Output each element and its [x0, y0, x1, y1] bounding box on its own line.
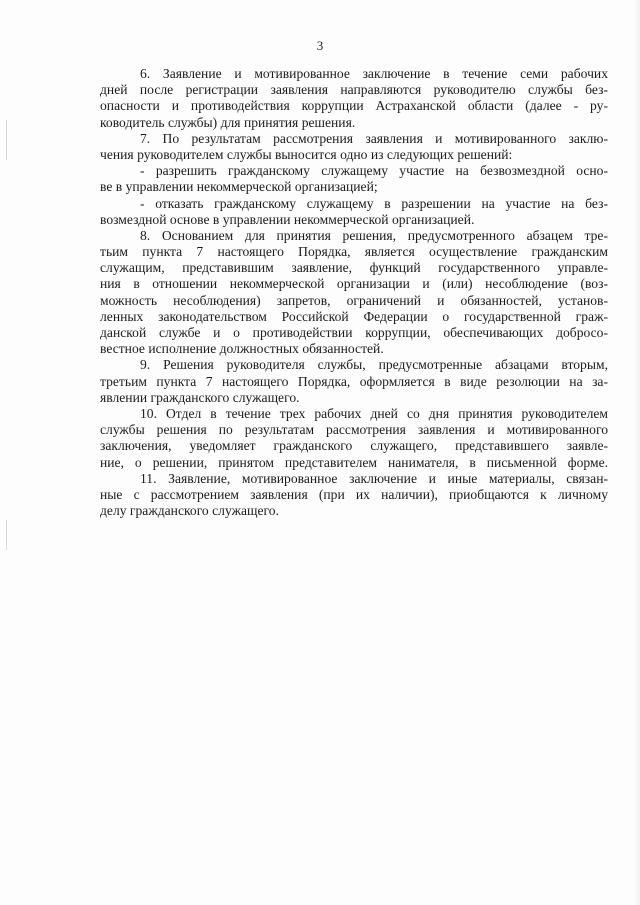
text-line: вестное исполнение должностных обязанностей. — [100, 341, 384, 357]
scan-artifact — [6, 520, 7, 550]
text-line: 10. Отдел в течение трех рабочих дней со дня принятия руководителем — [140, 405, 608, 421]
text-line: возмездной основе в управлении некоммерческой организацией. — [100, 211, 475, 227]
scan-edge — [634, 0, 640, 905]
page-number: 3 — [316, 38, 324, 53]
text-line: ководитель службы) для принятия решения. — [100, 114, 356, 130]
text-line: - разрешить гражданскому служащему участие на безвозмездной осно- — [140, 163, 608, 179]
text-line: тьим пункта 7 настоящего Порядка, является осуществление гражданским — [100, 244, 608, 260]
document-body — [100, 66, 608, 519]
text-line: чения руководителем службы выносится одно из следующих решений: — [100, 146, 513, 162]
text-line: явлении гражданского служащего. — [100, 389, 300, 405]
text-line: служащим, представившим заявление, функций государственного управле- — [100, 260, 608, 276]
scan-artifact — [6, 120, 7, 160]
text-line: опасности и противодействия коррупции Астраханской области (далее - ру- — [100, 98, 608, 114]
text-line: 8. Основанием для принятия решения, предусмотренного абзацем тре- — [140, 227, 608, 243]
text-line: ние, о решении, принятом представителем нанимателя, в письменной форме. — [100, 454, 608, 470]
text-line: 11. Заявление, мотивированное заключение и иные материалы, связан- — [140, 470, 608, 486]
text-line: ленных законодательством Российской Федерации о государственной граж- — [100, 308, 608, 324]
text-line: - отказать гражданскому служащему в разрешении на участие на без- — [140, 195, 608, 211]
text-line: 7. По результатам рассмотрения заявления и мотивированного заклю- — [140, 130, 608, 146]
text-line: службы решения по результатам рассмотрения заявления и мотивированного — [100, 422, 608, 438]
text-line: ния в отношении некоммерческой организации и (или) несоблюдение (воз- — [100, 276, 608, 292]
text-line: 6. Заявление и мотивированное заключение в течение семи рабочих — [140, 66, 608, 81]
text-line: дней после регистрации заявления направляются руководителю службы без- — [100, 82, 608, 98]
text-line: 9. Решения руководителя службы, предусмотренные абзацами вторым, — [140, 357, 608, 373]
text-line: ве в управлении некоммерческой организацией; — [100, 179, 378, 195]
text-line: заключения, уведомляет гражданского служащего, представившего заявле- — [100, 438, 608, 454]
text-line: третьим пункта 7 настоящего Порядка, оформляется в виде резолюции на за- — [100, 373, 608, 389]
text-line: можность несоблюдения) запретов, ограничений и обязанностей, установ- — [100, 292, 608, 308]
text-line: делу гражданского служащего. — [100, 503, 279, 519]
text-line: ные с рассмотрением заявления (при их наличии), приобщаются к личному — [100, 486, 608, 502]
text-line: данской службе и о противодействии коррупции, обеспечивающих добросо- — [100, 325, 608, 340]
